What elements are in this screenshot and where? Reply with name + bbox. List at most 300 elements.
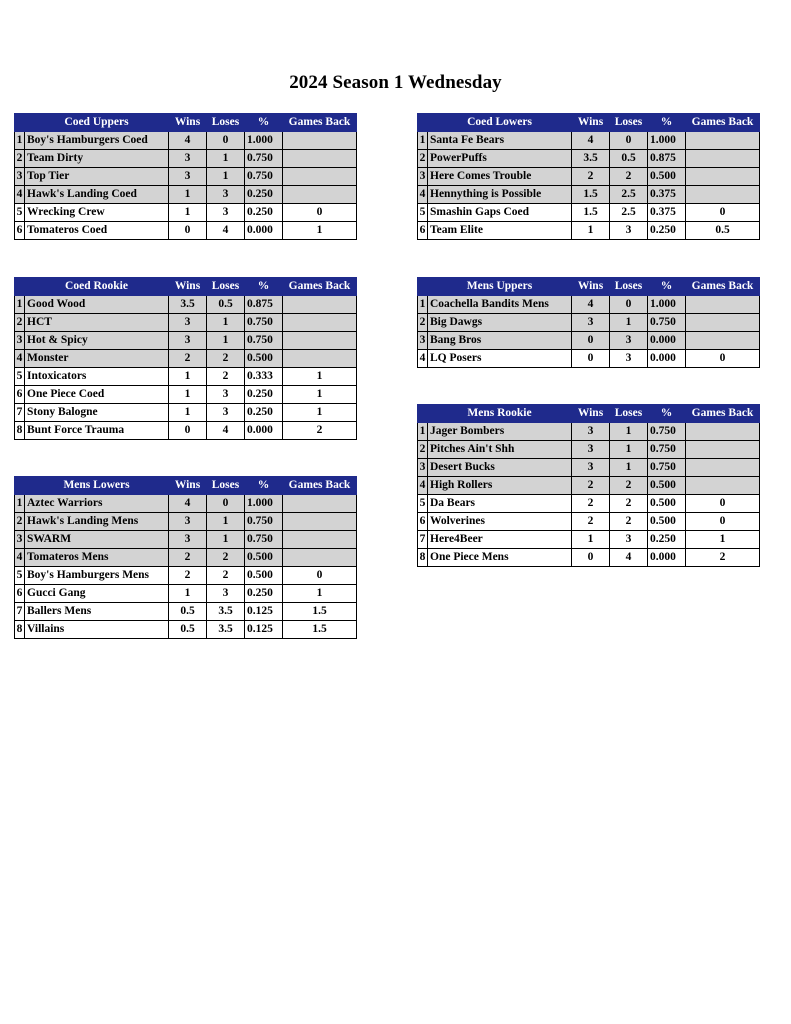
wins-cell: 2 [572, 513, 610, 531]
team-name-cell: PowerPuffs [428, 150, 572, 168]
games-back-cell [686, 168, 760, 186]
table-row [15, 585, 357, 603]
rank-cell: 5 [15, 204, 25, 222]
games-back-cell [283, 549, 357, 567]
table-row [418, 186, 760, 204]
table-row [418, 531, 760, 549]
wins-cell: 4 [572, 132, 610, 150]
rank-cell: 5 [418, 495, 428, 513]
column-header-loses: Loses [610, 405, 648, 423]
rank-cell: 5 [418, 204, 428, 222]
games-back-cell: 0 [686, 495, 760, 513]
team-name-cell: Smashin Gaps Coed [428, 204, 572, 222]
team-name-cell: LQ Posers [428, 350, 572, 368]
team-name-cell: Bang Bros [428, 332, 572, 350]
wins-cell: 3.5 [169, 296, 207, 314]
standings-table-coed-rookie [14, 277, 357, 440]
team-name-cell: Wrecking Crew [25, 204, 169, 222]
table-header-row [418, 114, 760, 132]
team-name-cell: One Piece Mens [428, 549, 572, 567]
table-row [15, 332, 357, 350]
team-name-cell: Tomateros Coed [25, 222, 169, 240]
team-name-cell: Ballers Mens [25, 603, 169, 621]
loses-cell: 3 [207, 386, 245, 404]
rank-cell: 1 [418, 132, 428, 150]
table-row [15, 621, 357, 639]
table-row [418, 314, 760, 332]
team-name-cell: Pitches Ain't Shh [428, 441, 572, 459]
wins-cell: 0 [572, 549, 610, 567]
loses-cell: 2 [610, 495, 648, 513]
games-back-cell [686, 186, 760, 204]
games-back-cell [283, 332, 357, 350]
loses-cell: 0 [610, 296, 648, 314]
column-header-wins: Wins [169, 114, 207, 132]
team-name-cell: HCT [25, 314, 169, 332]
pct-cell: 0.750 [648, 314, 686, 332]
loses-cell: 1 [207, 513, 245, 531]
table-row [418, 459, 760, 477]
games-back-cell: 1 [283, 386, 357, 404]
table-header-row [15, 477, 357, 495]
pct-cell: 0.125 [245, 621, 283, 639]
division-title: Mens Rookie [428, 405, 572, 423]
games-back-cell [283, 186, 357, 204]
team-name-cell: Here4Beer [428, 531, 572, 549]
wins-cell: 1 [169, 585, 207, 603]
pct-cell: 0.500 [245, 567, 283, 585]
team-name-cell: One Piece Coed [25, 386, 169, 404]
games-back-cell: 0 [686, 204, 760, 222]
header-corner [418, 114, 428, 132]
games-back-cell: 1 [283, 404, 357, 422]
column-header-pct: % [648, 114, 686, 132]
table-row [15, 603, 357, 621]
wins-cell: 2 [169, 549, 207, 567]
pct-cell: 0.750 [245, 332, 283, 350]
wins-cell: 0.5 [169, 621, 207, 639]
loses-cell: 3 [207, 585, 245, 603]
table-row [15, 204, 357, 222]
team-name-cell: Hawk's Landing Mens [25, 513, 169, 531]
loses-cell: 2 [610, 513, 648, 531]
rank-cell: 5 [15, 368, 25, 386]
header-corner [15, 278, 25, 296]
table-header-row [418, 405, 760, 423]
column-header-games-back: Games Back [686, 114, 760, 132]
loses-cell: 4 [207, 222, 245, 240]
games-back-cell [686, 314, 760, 332]
table-row [15, 567, 357, 585]
rank-cell: 3 [15, 332, 25, 350]
column-header-loses: Loses [207, 278, 245, 296]
column-header-games-back: Games Back [283, 477, 357, 495]
table-row [418, 441, 760, 459]
team-name-cell: Tomateros Mens [25, 549, 169, 567]
header-corner [418, 278, 428, 296]
wins-cell: 1 [169, 404, 207, 422]
rank-cell: 1 [418, 423, 428, 441]
pct-cell: 0.250 [648, 531, 686, 549]
table-row [418, 168, 760, 186]
division-title: Coed Lowers [428, 114, 572, 132]
pct-cell: 0.750 [245, 531, 283, 549]
team-name-cell: Team Dirty [25, 150, 169, 168]
games-back-cell [283, 314, 357, 332]
games-back-cell [686, 332, 760, 350]
games-back-cell: 0 [686, 350, 760, 368]
pct-cell: 0.750 [648, 459, 686, 477]
loses-cell: 1 [207, 332, 245, 350]
rank-cell: 4 [15, 350, 25, 368]
rank-cell: 6 [15, 222, 25, 240]
games-back-cell [686, 296, 760, 314]
games-back-cell [686, 150, 760, 168]
pct-cell: 0.000 [245, 222, 283, 240]
division-title: Mens Lowers [25, 477, 169, 495]
wins-cell: 3 [572, 441, 610, 459]
table-row [15, 531, 357, 549]
loses-cell: 0 [207, 495, 245, 513]
rank-cell: 4 [15, 549, 25, 567]
rank-cell: 1 [15, 296, 25, 314]
loses-cell: 1 [207, 531, 245, 549]
games-back-cell [283, 296, 357, 314]
wins-cell: 3 [572, 459, 610, 477]
loses-cell: 2 [610, 168, 648, 186]
team-name-cell: Big Dawgs [428, 314, 572, 332]
games-back-cell: 1 [283, 585, 357, 603]
table-row [15, 150, 357, 168]
header-corner [418, 405, 428, 423]
rank-cell: 5 [15, 567, 25, 585]
division-title: Coed Uppers [25, 114, 169, 132]
table-row [418, 495, 760, 513]
pct-cell: 0.875 [245, 296, 283, 314]
loses-cell: 2 [207, 368, 245, 386]
pct-cell: 0.875 [648, 150, 686, 168]
rank-cell: 4 [418, 350, 428, 368]
pct-cell: 0.500 [648, 477, 686, 495]
table-row [15, 296, 357, 314]
pct-cell: 0.375 [648, 186, 686, 204]
rank-cell: 2 [15, 513, 25, 531]
pct-cell: 0.000 [648, 549, 686, 567]
wins-cell: 3 [572, 314, 610, 332]
column-header-wins: Wins [572, 405, 610, 423]
games-back-cell: 2 [283, 422, 357, 440]
rank-cell: 7 [15, 603, 25, 621]
table-row [418, 204, 760, 222]
column-header-games-back: Games Back [686, 405, 760, 423]
pct-cell: 0.375 [648, 204, 686, 222]
standings-table-coed-uppers [14, 113, 357, 240]
column-header-wins: Wins [572, 114, 610, 132]
loses-cell: 1 [610, 314, 648, 332]
wins-cell: 2 [572, 477, 610, 495]
loses-cell: 4 [610, 549, 648, 567]
wins-cell: 2 [169, 350, 207, 368]
rank-cell: 4 [418, 186, 428, 204]
loses-cell: 0.5 [610, 150, 648, 168]
pct-cell: 0.333 [245, 368, 283, 386]
games-back-cell [686, 477, 760, 495]
table-row [15, 168, 357, 186]
table-row [15, 495, 357, 513]
loses-cell: 0.5 [207, 296, 245, 314]
team-name-cell: SWARM [25, 531, 169, 549]
pct-cell: 0.750 [245, 314, 283, 332]
pct-cell: 0.125 [245, 603, 283, 621]
games-back-cell [283, 531, 357, 549]
table-row [15, 314, 357, 332]
table-row [15, 513, 357, 531]
team-name-cell: Boy's Hamburgers Mens [25, 567, 169, 585]
wins-cell: 0.5 [169, 603, 207, 621]
table-row [15, 132, 357, 150]
table-row [418, 150, 760, 168]
team-name-cell: Coachella Bandits Mens [428, 296, 572, 314]
table-row [418, 296, 760, 314]
pct-cell: 0.500 [648, 168, 686, 186]
rank-cell: 2 [418, 314, 428, 332]
games-back-cell: 1.5 [283, 621, 357, 639]
pct-cell: 0.250 [245, 204, 283, 222]
wins-cell: 3 [169, 168, 207, 186]
pct-cell: 1.000 [648, 132, 686, 150]
games-back-cell: 1 [283, 368, 357, 386]
games-back-cell: 0 [283, 567, 357, 585]
games-back-cell: 1.5 [283, 603, 357, 621]
wins-cell: 3 [169, 150, 207, 168]
column-header-wins: Wins [169, 477, 207, 495]
pct-cell: 0.500 [245, 549, 283, 567]
table-row [15, 386, 357, 404]
games-back-cell [283, 150, 357, 168]
games-back-cell [283, 132, 357, 150]
wins-cell: 1 [572, 531, 610, 549]
loses-cell: 3.5 [207, 603, 245, 621]
loses-cell: 3 [207, 204, 245, 222]
rank-cell: 8 [15, 621, 25, 639]
wins-cell: 1 [169, 204, 207, 222]
table-row [418, 332, 760, 350]
division-title: Coed Rookie [25, 278, 169, 296]
pct-cell: 0.250 [245, 585, 283, 603]
loses-cell: 3.5 [207, 621, 245, 639]
column-header-loses: Loses [610, 278, 648, 296]
table-row [15, 186, 357, 204]
loses-cell: 2.5 [610, 186, 648, 204]
pct-cell: 1.000 [648, 296, 686, 314]
division-title: Mens Uppers [428, 278, 572, 296]
games-back-cell [686, 132, 760, 150]
team-name-cell: Villains [25, 621, 169, 639]
rank-cell: 3 [418, 168, 428, 186]
rank-cell: 6 [15, 386, 25, 404]
table-row [15, 368, 357, 386]
wins-cell: 1 [572, 222, 610, 240]
pct-cell: 0.500 [245, 350, 283, 368]
table-row [418, 350, 760, 368]
rank-cell: 2 [418, 441, 428, 459]
wins-cell: 3.5 [572, 150, 610, 168]
games-back-cell [283, 513, 357, 531]
table-row [15, 549, 357, 567]
loses-cell: 1 [207, 150, 245, 168]
column-header-pct: % [648, 405, 686, 423]
team-name-cell: Here Comes Trouble [428, 168, 572, 186]
column-header-pct: % [245, 477, 283, 495]
loses-cell: 4 [207, 422, 245, 440]
pct-cell: 0.750 [648, 441, 686, 459]
team-name-cell: Good Wood [25, 296, 169, 314]
games-back-cell [686, 459, 760, 477]
loses-cell: 2 [207, 567, 245, 585]
loses-cell: 3 [610, 222, 648, 240]
pct-cell: 0.500 [648, 495, 686, 513]
wins-cell: 1 [169, 186, 207, 204]
loses-cell: 1 [610, 459, 648, 477]
pct-cell: 0.250 [245, 404, 283, 422]
table-row [418, 132, 760, 150]
wins-cell: 4 [169, 132, 207, 150]
wins-cell: 3 [169, 332, 207, 350]
games-back-cell: 2 [686, 549, 760, 567]
rank-cell: 1 [15, 495, 25, 513]
games-back-cell: 1 [283, 222, 357, 240]
wins-cell: 3 [169, 314, 207, 332]
table-row [15, 404, 357, 422]
loses-cell: 3 [207, 186, 245, 204]
team-name-cell: Team Elite [428, 222, 572, 240]
column-header-pct: % [245, 278, 283, 296]
rank-cell: 3 [15, 168, 25, 186]
team-name-cell: Bunt Force Trauma [25, 422, 169, 440]
pct-cell: 0.250 [245, 186, 283, 204]
team-name-cell: Gucci Gang [25, 585, 169, 603]
pct-cell: 0.500 [648, 513, 686, 531]
team-name-cell: Stony Balogne [25, 404, 169, 422]
rank-cell: 2 [418, 150, 428, 168]
wins-cell: 2 [169, 567, 207, 585]
loses-cell: 2 [610, 477, 648, 495]
team-name-cell: Hawk's Landing Coed [25, 186, 169, 204]
team-name-cell: Aztec Warriors [25, 495, 169, 513]
standings-table-mens-lowers [14, 476, 357, 639]
rank-cell: 6 [15, 585, 25, 603]
pct-cell: 0.750 [245, 150, 283, 168]
loses-cell: 2.5 [610, 204, 648, 222]
header-corner [15, 477, 25, 495]
table-header-row [15, 114, 357, 132]
table-row [418, 549, 760, 567]
loses-cell: 1 [207, 168, 245, 186]
wins-cell: 3 [169, 531, 207, 549]
pct-cell: 0.750 [648, 423, 686, 441]
team-name-cell: Top Tier [25, 168, 169, 186]
standings-table-coed-lowers [417, 113, 760, 240]
table-row [418, 423, 760, 441]
games-back-cell [283, 350, 357, 368]
standings-table-mens-rookie [417, 404, 760, 567]
team-name-cell: Desert Bucks [428, 459, 572, 477]
rank-cell: 8 [15, 422, 25, 440]
wins-cell: 1 [169, 386, 207, 404]
wins-cell: 0 [169, 222, 207, 240]
pct-cell: 0.750 [245, 513, 283, 531]
wins-cell: 0 [572, 332, 610, 350]
rank-cell: 4 [418, 477, 428, 495]
rank-cell: 8 [418, 549, 428, 567]
games-back-cell [283, 495, 357, 513]
games-back-cell: 0 [686, 513, 760, 531]
column-header-pct: % [648, 278, 686, 296]
table-row [418, 222, 760, 240]
loses-cell: 3 [207, 404, 245, 422]
table-header-row [15, 278, 357, 296]
wins-cell: 1.5 [572, 204, 610, 222]
pct-cell: 1.000 [245, 495, 283, 513]
rank-cell: 6 [418, 513, 428, 531]
rank-cell: 6 [418, 222, 428, 240]
games-back-cell: 0.5 [686, 222, 760, 240]
games-back-cell [686, 423, 760, 441]
rank-cell: 1 [15, 132, 25, 150]
loses-cell: 2 [207, 350, 245, 368]
rank-cell: 3 [418, 459, 428, 477]
team-name-cell: Wolverines [428, 513, 572, 531]
loses-cell: 2 [207, 549, 245, 567]
team-name-cell: Santa Fe Bears [428, 132, 572, 150]
team-name-cell: High Rollers [428, 477, 572, 495]
team-name-cell: Monster [25, 350, 169, 368]
column-header-games-back: Games Back [686, 278, 760, 296]
rank-cell: 7 [15, 404, 25, 422]
pct-cell: 0.000 [648, 332, 686, 350]
loses-cell: 3 [610, 350, 648, 368]
column-header-loses: Loses [207, 114, 245, 132]
team-name-cell: Intoxicators [25, 368, 169, 386]
column-header-loses: Loses [610, 114, 648, 132]
games-back-cell [686, 441, 760, 459]
page-title: 2024 Season 1 Wednesday [289, 72, 502, 93]
wins-cell: 1 [169, 368, 207, 386]
table-row [15, 422, 357, 440]
loses-cell: 0 [610, 132, 648, 150]
wins-cell: 4 [572, 296, 610, 314]
table-header-row [418, 278, 760, 296]
team-name-cell: Hot & Spicy [25, 332, 169, 350]
pct-cell: 0.250 [245, 386, 283, 404]
pct-cell: 1.000 [245, 132, 283, 150]
games-back-cell: 0 [283, 204, 357, 222]
loses-cell: 0 [207, 132, 245, 150]
pct-cell: 0.250 [648, 222, 686, 240]
pct-cell: 0.000 [648, 350, 686, 368]
loses-cell: 1 [610, 441, 648, 459]
column-header-wins: Wins [572, 278, 610, 296]
table-row [15, 222, 357, 240]
rank-cell: 2 [15, 314, 25, 332]
loses-cell: 1 [610, 423, 648, 441]
team-name-cell: Da Bears [428, 495, 572, 513]
wins-cell: 0 [572, 350, 610, 368]
team-name-cell: Hennything is Possible [428, 186, 572, 204]
loses-cell: 1 [207, 314, 245, 332]
loses-cell: 3 [610, 531, 648, 549]
games-back-cell: 1 [686, 531, 760, 549]
